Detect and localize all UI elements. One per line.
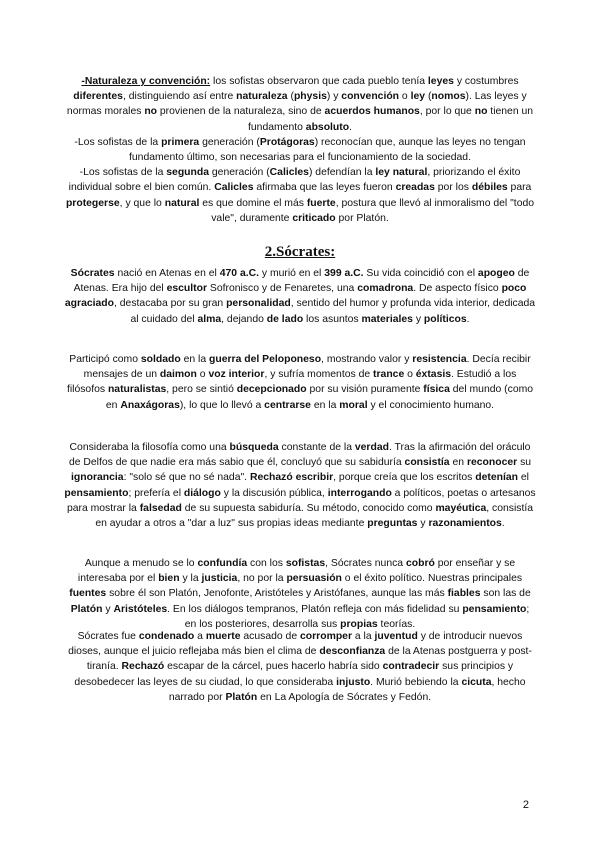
bold-term: pensamiento [462,603,527,615]
socrates-paragraph-2 [64,352,536,413]
bold-term: comadrona [357,283,414,295]
bold-term: soldado [140,354,181,365]
bold-term: -Naturaleza y convención: [81,76,211,87]
bold-term: razonamientos [428,518,502,530]
bold-term: condenado [138,631,195,642]
bold-term: corromper [300,631,352,642]
bold-term: mayéutica [435,502,487,514]
bold-term: Anaxágoras [120,399,180,411]
bold-term: segunda [166,167,209,179]
bold-term: daimon [159,369,197,381]
bold-term: convención [341,91,400,103]
bold-term: acuerdos humanos [324,106,420,118]
bold-term: políticos [423,313,467,325]
bold-term: interrogando [327,487,392,499]
paragraph: -Los sofistas de la primera generación (Protágoras) reconocían que, aunque las leyes no tengan fundamento último, son necesarias para el funcionamiento de la sociedad. [74,136,526,164]
bold-term: decepcionado [236,384,307,396]
bold-term: Protágoras [259,136,315,148]
socrates-paragraph-4 [64,556,536,632]
bold-term: desconfianza [319,646,386,658]
bold-term: sofistas [285,558,326,569]
bold-term: detenían [475,472,518,484]
section-heading: 2.Sócrates: [264,244,336,260]
bold-term: débiles [471,182,508,194]
paragraph: Aunque a menudo se lo confundía con los sofistas, Sócrates nunca cobró por enseñar y se interesaba por el bien y la justicia, no por la persuasión o el éxito político. Nuestras principales fuentes sobre él son Platón, Jenofonte, Aristóteles y Aristófanes, aunque las más fiables son las de Platón y Aristóteles. En los diálogos tempranos, Platón refleja con más fidelidad su pensamiento; en los posteriores, desarrolla sus propias teorías. [69,558,531,630]
bold-term: resistencia [412,354,467,365]
bold-term: 399 a.C. [324,268,364,279]
bold-term: justicia [201,573,238,585]
bold-term: protegerse [65,197,120,209]
bold-term: fuerte [306,197,336,209]
bold-term: Platón [225,691,258,703]
bold-term: pensamiento [64,487,129,499]
bold-term: naturalistas [107,384,167,396]
bold-term: consistía [404,457,450,469]
bold-term: diferentes [73,91,123,103]
bold-term: falsedad [139,502,182,514]
socrates-paragraph-3 [64,440,536,531]
bold-term: persuasión [286,573,342,585]
bold-term: preguntas [367,518,418,530]
bold-term: Calicles [214,182,254,194]
bold-term: physis [293,91,327,103]
bold-term: primera [161,136,200,148]
bold-term: naturaleza [236,91,288,103]
bold-term: Sócrates [70,268,115,279]
bold-term: fiables [447,588,481,600]
bold-term: búsqueda [229,442,279,453]
bold-term: moral [339,399,368,411]
bold-term: física [423,384,450,396]
socrates-paragraph-1 [64,266,536,327]
bold-term: confundía [197,558,248,569]
bold-term: diálogo [183,487,221,499]
paragraph: Consideraba la filosofía como una búsqueda constante de la verdad. Tras la afirmación del oráculo de Delfos de que nadie era más sabio que él, concluyó que su sabiduría consistía en reconocer su ignorancia: "solo sé que no sé nada". Rechazó escribir, porque creía que los escritos detenían el pensamiento; prefería el diálogo y la discusión pública, interrogando a políticos, poetas o artesanos para mostrar la falsedad de su supuesta sabiduría. Su método, conocido como mayéutica, consistía en ayudar a otros a "dar a luz" sus propias ideas mediante preguntas y razonamientos. [64,442,536,530]
bold-term: reconocer [466,457,518,469]
paragraph: -Naturaleza y convención: los sofistas observaron que cada pueblo tenía leyes y costumbres diferentes, distinguiendo así entre naturaleza (physis) y convención o ley (nomos). Las leyes y normas morales no provienen de la naturaleza, sino de acuerdos humanos, por lo que no tienen un fundamento absoluto. [66,76,534,133]
bold-term: absoluto [305,121,350,133]
bold-term: cicuta [461,676,492,688]
bold-term: Rechazó [121,661,165,673]
bold-term: verdad [354,442,389,453]
bold-term: no [474,106,488,118]
bold-term: Rechazó escribir [249,472,334,484]
bold-term: no [144,106,158,118]
bold-term: propias [340,618,378,630]
bold-term: Calicles [269,167,309,179]
bold-term: bien [158,573,180,585]
bold-term: centrarse [264,399,311,411]
bold-term: Aristóteles [113,603,168,615]
bold-term: alma [197,313,222,325]
bold-term: ignorancia [71,472,124,484]
bold-term: guerra del Peloponeso [209,354,322,365]
bold-term: natural [164,197,200,209]
bold-term: apogeo [477,268,515,279]
bold-term: injusto [336,676,371,688]
bold-term: voz interior [208,369,265,381]
bold-term: leyes [427,76,454,87]
intro-section [64,74,536,226]
bold-term: escultor [166,283,207,295]
bold-term: cobró [405,558,435,569]
page-number: 2 [522,799,529,811]
paragraph: Participó como soldado en la guerra del Peloponeso, mostrando valor y resistencia. Decía recibir mensajes de un daimon o voz interior, y sufría momentos de trance o éxtasis. Estudió a los filósofos naturalistas, pero se sintió decepcionado por su visión puramente física del mundo (como en Anaxágoras), lo que lo llevó a centrarse en la moral y el conocimiento humano. [66,354,534,411]
paragraph: Sócrates nació en Atenas en el 470 a.C. y murió en el 399 a.C. Su vida coincidió con el apogeo de Atenas. Era hijo del escultor Sofronisco y de Fenaretes, una comadrona. De aspecto físico poco agraciado, destacaba por su gran personalidad, sentido del humor y profunda vida interior, dedicada al cuidado del alma, dejando de lado los asuntos materiales y políticos. [64,268,536,325]
bold-term: trance [373,369,405,381]
bold-term: creadas [395,182,435,194]
bold-term: nomos [431,91,466,103]
bold-term: éxtasis [415,369,452,381]
bold-term: materiales [361,313,413,325]
bold-term: criticado [292,212,336,224]
bold-term: ley [410,91,426,103]
bold-term: juventud [374,631,418,642]
bold-term: de lado [266,313,304,325]
bold-term: Platón [70,603,103,615]
paragraph: Sócrates fue condenado a muerte acusado de corromper a la juventud y de introducir nuevos dioses, aunque el juicio reflejaba más bien el clima de desconfianza de la Atenas postguerra y post-tiranía. Rechazó escapar de la cárcel, pues hacerlo habría sido contradecir sus principios y desobedecer las leyes de su ciudad, lo que consideraba injusto. Murió bebiendo la cicuta, hecho narrado por Platón en La Apología de Sócrates y Fedón. [68,631,532,703]
bold-term: personalidad [226,298,291,310]
socrates-paragraph-5 [64,629,536,705]
bold-term: fuentes [69,588,107,600]
bold-term: contradecir [382,661,440,673]
bold-term: muerte [205,631,241,642]
paragraph: -Los sofistas de la segunda generación (Calicles) defendían la ley natural, priorizando el éxito individual sobre el bien común. Calicles afirmaba que las leyes fueron creadas por los débiles para protegerse, y que lo natural es que domine el más fuerte, postura que llevó al inmoralismo del "todo vale", duramente criticado por Platón. [65,167,535,224]
bold-term: ley natural [375,167,428,179]
bold-term: 470 a.C. [219,268,259,279]
bold-term: poco agraciado [64,283,527,310]
